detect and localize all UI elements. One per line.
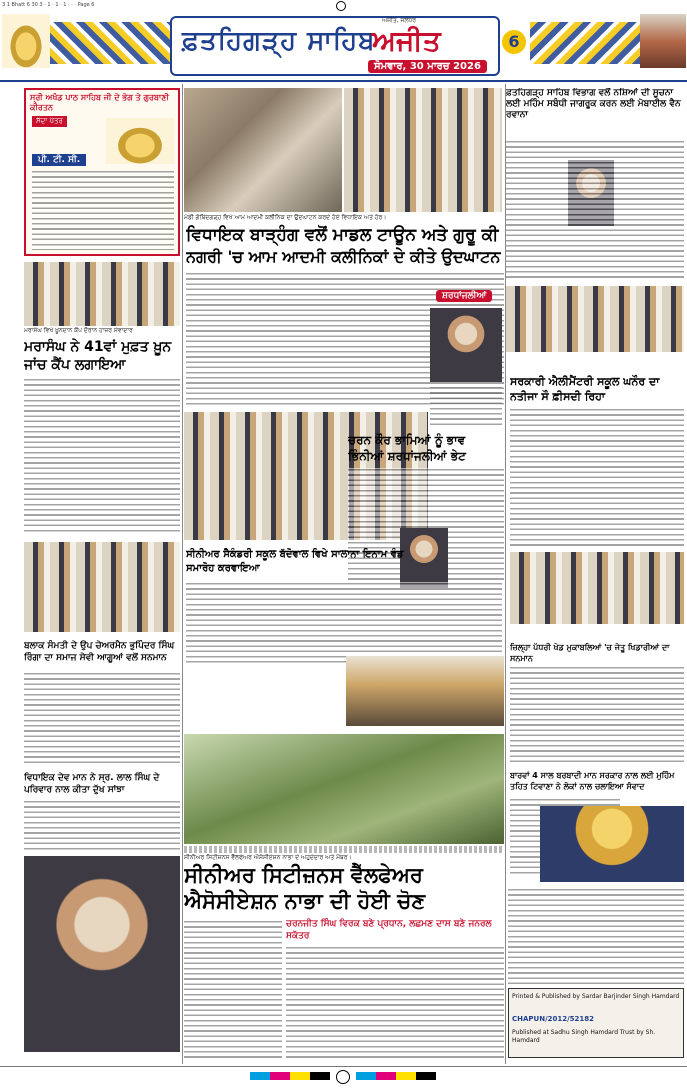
section-title-block — [170, 16, 500, 76]
masthead-rule — [0, 80, 687, 82]
section-title: ਫ਼ਤਹਿਗੜ੍ਹ ਸਾਹਿਬ — [182, 26, 376, 56]
left-story2-headline: ਬਲਾਕ ਸੰਮਤੀ ਦੇ ਉਪ ਚੇਅਰਮੈਨ ਭੁਪਿੰਦਰ ਸਿੰਘ ਰਿੰਗਾ ਦਾ ਸਮਾਜ ਸੇਵੀ ਆਗੂਆਂ ਵਲੋਂ ਸਨਮਾਨ — [24, 641, 175, 663]
left-crowd-photo — [24, 262, 180, 326]
right-speaker-photo — [540, 806, 684, 882]
bottom-photo-caption: ਸੀਨੀਅਰ ਸਿਟੀਜ਼ਨਸ ਵੈੱਲਫੇਅਰ ਐਸੋਸੀਏਸ਼ਨ ਨਾਭਾ ਦੇ ਅਹੁਦੇਦਾਰ ਅਤੇ ਮੈਂਬਰ। — [184, 854, 352, 861]
right-top-body — [506, 140, 684, 280]
bottom-body-left — [184, 920, 282, 1060]
main-photo-caption: ਮੰਡੀ ਗੋਬਿੰਦਗੜ੍ਹ ਵਿਖੇ ਆਮ ਆਦਮੀ ਕਲੀਨਿਕ ਦਾ ਉਦਘਾਟਨ ਕਰਦੇ ਹੋਏ ਵਿਧਾਇਕ ਅਤੇ ਹੋਰ। — [184, 214, 387, 221]
main-headline-line1: ਵਿਧਾਇਕ ਬਾੜ੍ਹੰਗ ਵਲੋਂ ਮਾਡਲ ਟਾਊਨ ਅਤੇ ਗੁਰੂ ਕੀ — [186, 225, 499, 245]
shardhanjali-label: ਸ਼ਰਧਾਂਜਲੀਆਂ — [436, 290, 492, 302]
bottom-body-right — [286, 946, 504, 1060]
paper-name: ਅਜੀਤ — [372, 24, 441, 57]
bottom-body-far-right — [508, 888, 684, 984]
registration-mark-bottom — [336, 1070, 350, 1084]
left-story3-headline: ਵਿਧਾਇਕ ਦੇਵ ਮਾਨ ਨੇ ਸ੍ਰ. ਲਾਲ ਸਿੰਘ ਦੇ ਪਰਿਵਾਰ ਨਾਲ ਕੀਤਾ ਦੁੱਖ ਸਾਂਝਾ — [24, 773, 160, 795]
imprint-box — [508, 988, 684, 1058]
left-photo-2 — [24, 542, 180, 632]
middle-event-photo — [346, 656, 504, 726]
registration-strip: 3 1 Bhatt 6 30 3 · 1 · 1 · 1 · · · Page 6 — [2, 2, 95, 8]
senior-school-body — [186, 582, 502, 666]
left-story1-body — [24, 378, 180, 534]
column-rule-2 — [505, 84, 506, 1064]
right-story2-headline: ਜ਼ਿਲ੍ਹਾ ਪੱਧਰੀ ਖੇਡ ਮੁਕਾਬਲਿਆਂ 'ਚ ਜੇਤੂ ਖਿਡਾਰੀਆਂ ਦਾ ਸਨਮਾਨ — [510, 643, 670, 663]
location-line: ਅਜੀਤ, ਜਲੰਧਰ — [382, 17, 417, 24]
obituary-small-text — [430, 386, 502, 426]
left-story3-photo — [24, 856, 180, 1052]
page-number: 6 — [502, 30, 526, 54]
right-story2-headline2: ਬਾਰਵਾਂ 4 ਸਾਲ ਬਰਬਾਦੀ ਮਾਨ ਸਰਕਾਰ ਨਾਲ ਲਈ ਮੁਹਿੰਮ ਤਹਿਤ ਟਿਵਾਣਾ ਨੇ ਲੋਕਾਂ ਨਾਲ ਚਲਾਇਆ ਸੰਵਾਦ — [510, 771, 675, 791]
ad-box — [24, 88, 180, 256]
bottom-rule — [0, 1066, 687, 1067]
obituary-photo-small — [430, 308, 502, 382]
masthead — [0, 12, 687, 78]
imprint-line3: Published at Sadhu Singh Hamdard Trust by Sh. Hamdard — [512, 1029, 656, 1044]
bottom-headline-line2: ਐਸੋਸੀਏਸ਼ਨ ਨਾਭਾ ਦੀ ਹੋਈ ਚੋਣ — [184, 889, 426, 913]
registration-mark-top — [336, 1, 346, 11]
left-story1-headline: ਮਰਾਸੰਘ ਨੇ 41ਵਾਂ ਮੁਫ਼ਤ ਖ਼ੂਨ ਜਾਂਚ ਕੈਂਪ ਲਗਾਇਆ — [24, 339, 172, 373]
left-story3-body — [24, 800, 180, 852]
obituary-photo-large — [400, 528, 448, 588]
main-photo-2 — [344, 88, 502, 212]
ad-badge: ਪੀ. ਟੀ. ਸੀ. — [32, 154, 86, 166]
column-rule-1 — [182, 84, 183, 1064]
ad-title: ਸ੍ਰੀ ਅਖੰਡ ਪਾਠ ਸਾਹਿਬ ਜੀ ਦੇ ਭੋਗ ਤੇ ਗੁਰਬਾਣੀ ਕੀਰਤਨ — [30, 93, 169, 112]
left-story1-caption: ਮਰਾਸੰਘ ਵਿਖੇ ਖ਼ੂਨਦਾਨ ਕੈਂਪ ਦੌਰਾਨ ਹਾਜ਼ਰ ਸੇਵਾਦਾਰ — [24, 327, 133, 334]
color-bar — [250, 1072, 330, 1080]
imprint-line1: Printed & Published by Sardar Barjinder Singh Hamdard — [512, 993, 680, 1000]
senior-school-headline: ਸੀਨੀਅਰ ਸੈਕੰਡਰੀ ਸਕੂਲ ਬੱਦੋਵਾਲ ਵਿਖੇ ਸਾਲਾਨਾ ਇਨਾਮ ਵੰਡ ਸਮਾਰੋਹ ਕਰਵਾਇਆ — [186, 549, 404, 574]
masthead-left-ornament — [50, 22, 170, 64]
school-headline: ਸਰਕਾਰੀ ਐਲੀਮੈਂਟਰੀ ਸਕੂਲ ਘਨੌਰ ਦਾ ਨਤੀਜਾ ਸੌ ਫ਼ੀਸਦੀ ਰਿਹਾ — [510, 375, 660, 403]
bottom-headline-line1: ਸੀਨੀਅਰ ਸਿਟੀਜ਼ਨਸ ਵੈੱਲਫੇਅਰ — [184, 863, 423, 887]
ad-tag: ਸੱਦਾ ਪੱਤਰ — [32, 116, 67, 127]
right-top-headline: ਫ਼ਤਹਿਗੜ੍ਹ ਸਾਹਿਬ ਵਿਭਾਗ ਵਲੋਂ ਨਸ਼ਿਆਂ ਦੀ ਸੂਚਨਾ ਲਈ ਮਹਿੰਮ ਸਬੰਧੀ ਜਾਗਰੂਕ ਕਰਨ ਲਈ ਮੋਬਾਈਲ ਵੈਨ ਰਵਾਨਾ — [506, 88, 681, 120]
masthead-right-ornament — [530, 22, 640, 64]
main-headline-line2: ਨਗਰੀ 'ਚ ਆਮ ਆਦਮੀ ਕਲੀਨਿਕਾਂ ਦੇ ਕੀਤੇ ਉਦਘਾਟਨ — [186, 247, 501, 266]
school-photo — [510, 552, 684, 624]
right-story2-body — [510, 666, 684, 764]
edition-date: ਸੋਮਵਾਰ, 30 ਮਾਰਚ 2026 — [368, 60, 487, 73]
school-body — [510, 408, 684, 548]
ad-text — [32, 170, 174, 250]
ad-golden-temple-image — [106, 118, 174, 164]
middle-park-photo — [184, 734, 504, 844]
left-story2-body — [24, 672, 180, 766]
bottom-subhead: ਚਰਨਜੀਤ ਸਿੰਘ ਵਿਰਕ ਬਣੇ ਪ੍ਰਧਾਨ, ਲਛਮਣ ਦਾਸ ਬਣੇ ਜਨਰਲ ਸਕੱਤਰ — [286, 919, 492, 941]
color-bar-right — [356, 1072, 436, 1080]
gurdwara-building-image — [640, 14, 686, 68]
right-photo-group — [506, 286, 684, 352]
main-photo-1 — [184, 88, 342, 212]
middle-park-caption — [184, 846, 504, 853]
golden-temple-image — [2, 14, 50, 68]
imprint-line2: CHAPUN/2012/52182 — [512, 1015, 595, 1023]
shardhanjali-headline: ਚਰਨ ਕੌਰ ਭਾਮਿਆਂ ਨੂੰ ਭਾਵ ਭਿੰਨੀਆਂ ਸ਼ਰਧਾਂਜਲੀਆਂ ਭੇਟ — [348, 433, 466, 463]
